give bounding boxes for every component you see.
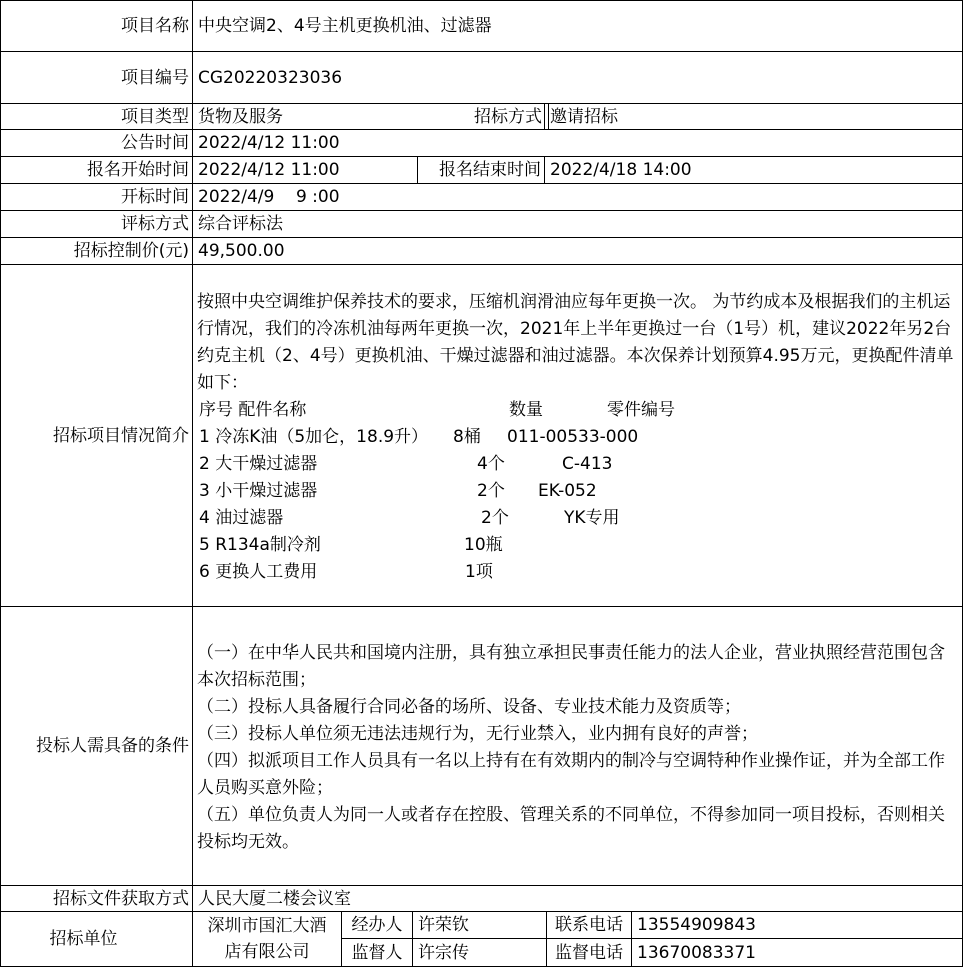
condition-item: （五）单位负责人为同一人或者存在控股、管理关系的不同单位，不得参加同一项目投标，否则相关投标均无效。: [197, 805, 945, 852]
part-qty: 2个: [481, 508, 509, 528]
part-qty: 2个: [477, 481, 505, 501]
condition-item: （一）在中华人民共和国境内注册，具有独立承担民事责任能力的法人企业，营业执照经营范围包含本次招标范围；: [197, 643, 945, 690]
project-code-label: 项目编号: [0, 52, 193, 104]
condition-item: （三）投标人单位须无违法违规行为，无行业禁入，业内拥有良好的声誉；: [197, 724, 758, 744]
conditions-list: [197, 640, 959, 856]
unit-name-line2: 店有限公司: [224, 942, 310, 962]
unit-label: 招标单位: [0, 912, 193, 967]
parts-row: [199, 532, 899, 559]
docs-label: 招标文件获取方式: [0, 886, 193, 912]
part-qty: 8桶: [453, 427, 481, 447]
bid-method-label: 招标方式: [474, 107, 542, 127]
contact-phone-value: 13554909843: [632, 912, 963, 939]
project-type-label: 项目类型: [0, 104, 193, 130]
supervisor-value: 许宗传: [413, 939, 547, 967]
control-price-value: 49,500.00: [193, 238, 963, 265]
handler-label: 经办人: [342, 912, 413, 939]
project-code-value: CG20220323036: [193, 52, 963, 104]
parts-header: [199, 397, 899, 424]
bid-opening-label: 开标时间: [0, 184, 193, 211]
contact-phone-label: 联系电话: [547, 912, 632, 939]
parts-row: [199, 478, 899, 505]
intro-label: 招标项目情况简介: [0, 265, 193, 607]
part-number: EK-052: [538, 481, 597, 501]
parts-header-qty: 数量: [509, 400, 543, 420]
parts-row: [199, 451, 899, 478]
docs-value: 人民大厦二楼会议室: [193, 886, 963, 912]
part-name: 5 R134a制冷剂: [199, 535, 321, 555]
project-name-value: 中央空调2、4号主机更换机油、过滤器: [193, 0, 963, 52]
part-number: 011-00533-000: [507, 427, 639, 447]
condition-item: （二）投标人具备履行合同必备的场所、设备、专业技术能力及资质等；: [197, 697, 741, 717]
parts-row: [199, 505, 899, 532]
part-number: C-413: [562, 454, 613, 474]
unit-name-line1: 深圳市国汇大酒: [207, 916, 327, 936]
part-number: YK专用: [564, 508, 620, 528]
project-name-label: 项目名称: [0, 0, 193, 52]
notice-time-label: 公告时间: [0, 130, 193, 157]
evaluation-method-label: 评标方式: [0, 211, 193, 238]
conditions-label: 投标人需具备的条件: [0, 607, 193, 886]
parts-header-part: 零件编号: [607, 400, 675, 420]
part-name: 1 冷冻K油（5加仑，18.9升）: [199, 427, 429, 447]
supervisor-phone-label: 监督电话: [547, 939, 632, 967]
part-qty: 1项: [465, 562, 493, 582]
part-name: 6 更换人工费用: [199, 562, 318, 582]
project-type-value: 货物及服务: [193, 104, 545, 130]
part-name: 2 大干燥过滤器: [199, 454, 318, 474]
handler-value: 许荣钦: [413, 912, 547, 939]
supervisor-label: 监督人: [342, 939, 413, 967]
part-name: 3 小干燥过滤器: [199, 481, 318, 501]
bid-opening-value: 2022/4/9 9 :00: [193, 184, 963, 211]
registration-end-label: 报名结束时间: [418, 157, 545, 184]
condition-item: （四）拟派项目工作人员具有一名以上持有在有效期内的制冷与空调特种作业操作证，并为全部工作人员购买意外险；: [197, 751, 945, 798]
part-qty: 4个: [477, 454, 505, 474]
unit-name: [193, 912, 342, 967]
control-price-label: 招标控制价(元): [0, 238, 193, 265]
part-qty: 10瓶: [464, 535, 503, 555]
registration-start-label: 报名开始时间: [0, 157, 193, 184]
parts-row: [199, 424, 899, 451]
intro-paragraph: 按照中央空调维护保养技术的要求，压缩机润滑油应每年更换一次。 为节约成本及根据我们的主机运行情况，我们的冷冻机油每两年更换一次，2021年上半年更换过一台（1号）机，建议2022年另2台约克主机（2、4号）更换机油、干燥过滤器和油过滤器。本次保养计划预算4.95万元，更换配件清单如下：: [197, 292, 954, 393]
notice-time-value: 2022/4/12 11:00: [193, 130, 963, 157]
part-name: 4 油过滤器: [199, 508, 284, 528]
parts-header-name: 序号 配件名称: [199, 400, 307, 420]
parts-row: [199, 559, 899, 586]
evaluation-method-value: 综合评标法: [193, 211, 963, 238]
registration-start-value: 2022/4/12 11:00: [193, 157, 418, 184]
registration-end-value: 2022/4/18 14:00: [545, 157, 963, 184]
supervisor-phone-value: 13670083371: [632, 939, 963, 967]
bid-method-value: 邀请招标: [545, 104, 963, 130]
